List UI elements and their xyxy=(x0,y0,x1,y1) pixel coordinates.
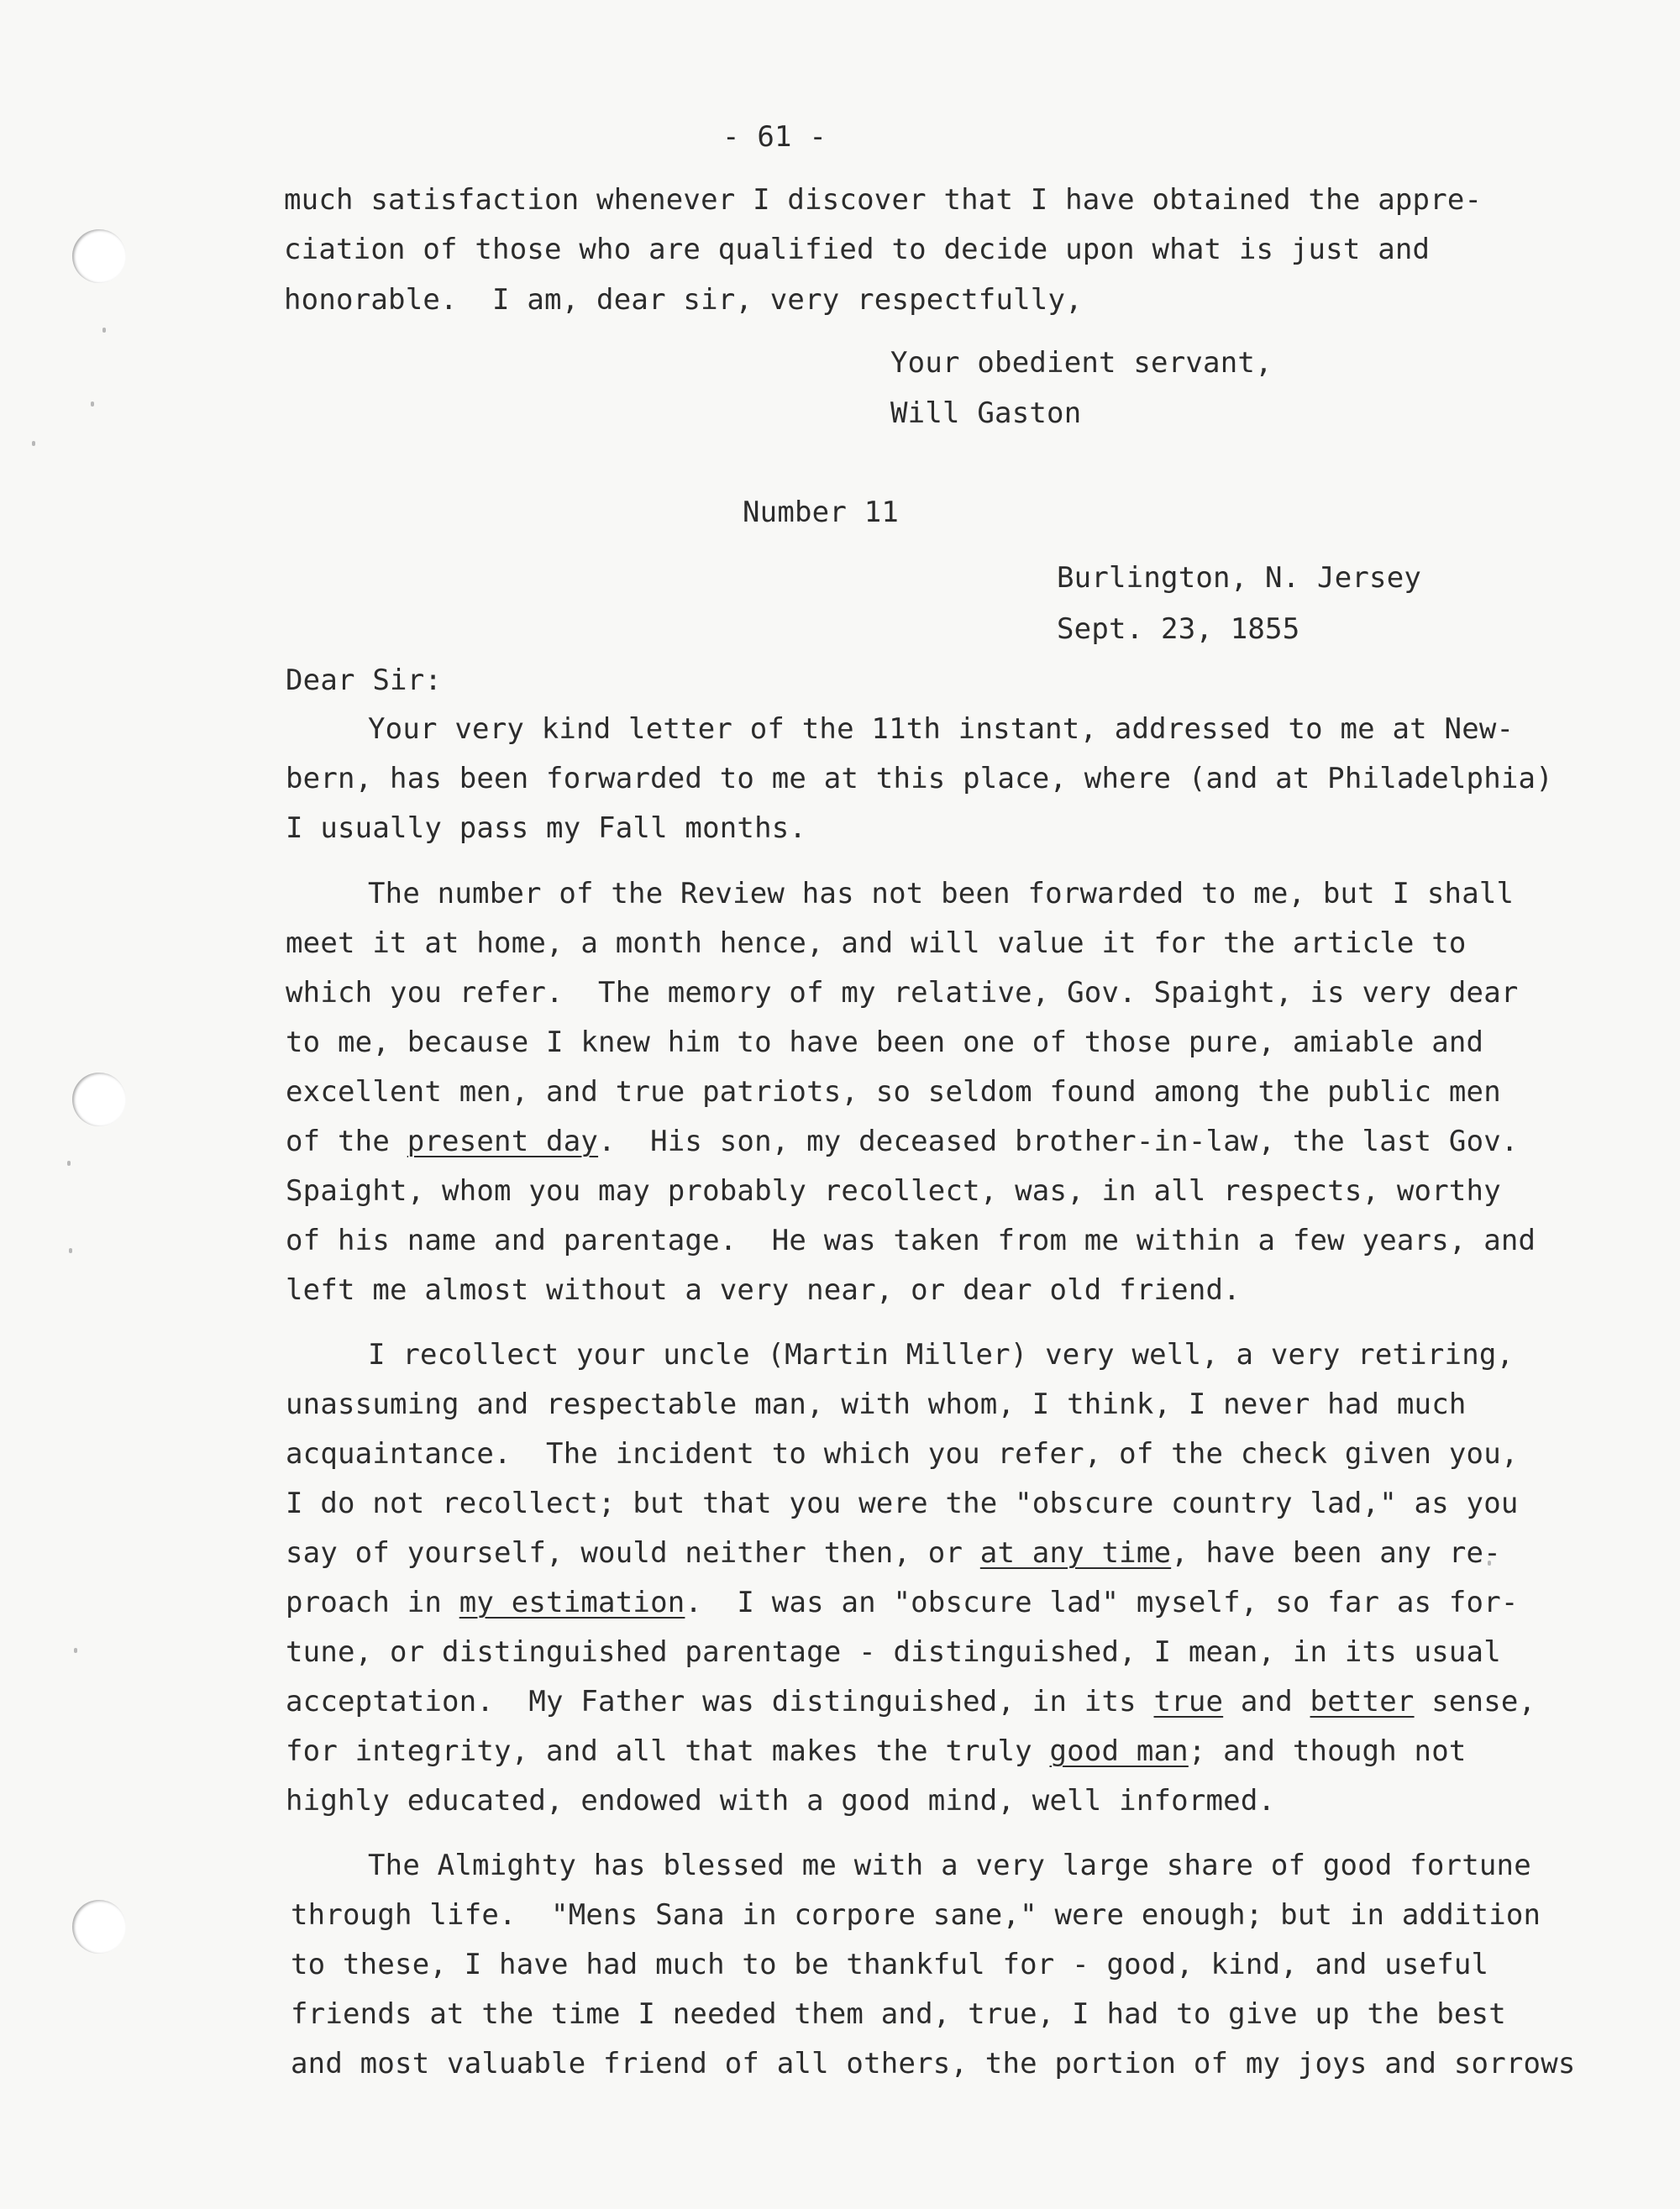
paragraph-3-line: tune, or distinguished parentage - distinguished, I mean, in its usual xyxy=(286,1635,1501,1669)
paper-speck xyxy=(67,1161,71,1166)
letter-location: Burlington, N. Jersey xyxy=(1057,561,1422,595)
paragraph-4-line: through life. "Mens Sana in corpore sane," were enough; but in addition xyxy=(291,1898,1541,1932)
text-run: acceptation. My Father was distinguished, in its xyxy=(286,1685,1154,1718)
text-run: of the xyxy=(286,1125,407,1158)
paragraph-3-line xyxy=(286,1586,1519,1619)
paragraph-1-line: Your very kind letter of the 11th instant, addressed to me at New- xyxy=(368,712,1515,746)
text-run: and xyxy=(1223,1685,1310,1718)
paragraph-4-line: friends at the time I needed them and, true, I had to give up the best xyxy=(291,1997,1506,2031)
paragraph-1-line: bern, has been forwarded to me at this place, where (and at Philadelphia) xyxy=(286,762,1553,795)
paragraph-4-line: and most valuable friend of all others, the portion of my joys and sorrows xyxy=(291,2047,1576,2080)
punch-hole-top xyxy=(72,229,126,283)
paper-speck xyxy=(102,328,106,333)
text-run: . I was an "obscure lad" myself, so far as for- xyxy=(685,1586,1519,1619)
underlined-text: true xyxy=(1153,1685,1224,1718)
punch-hole-bottom xyxy=(72,1900,126,1954)
text-run: for integrity, and all that makes the truly xyxy=(286,1734,1050,1768)
signature-name: Will Gaston xyxy=(890,396,1082,430)
paragraph-2-line: to me, because I knew him to have been one of those pure, amiable and xyxy=(286,1026,1484,1059)
closing-paragraph-line: honorable. I am, dear sir, very respectfully, xyxy=(284,283,1083,317)
paper-speck xyxy=(91,401,94,407)
text-run: sense, xyxy=(1414,1685,1536,1718)
paragraph-2-line: which you refer. The memory of my relative, Gov. Spaight, is very dear xyxy=(286,976,1519,1010)
text-run: , have been any re- xyxy=(1171,1536,1501,1570)
paragraph-3-line xyxy=(286,1685,1536,1718)
underlined-text: good man xyxy=(1049,1734,1189,1768)
page-number: - 61 - xyxy=(722,120,827,154)
paragraph-1-line: I usually pass my Fall months. xyxy=(286,811,807,845)
paragraph-2-line: excellent men, and true patriots, so seldom found among the public men xyxy=(286,1075,1501,1109)
salutation: Dear Sir: xyxy=(286,664,443,697)
text-run: ; and though not xyxy=(1188,1734,1467,1768)
paper-speck xyxy=(69,1248,72,1253)
underlined-text: better xyxy=(1310,1685,1415,1718)
paragraph-3-line xyxy=(286,1734,1467,1768)
paper-speck xyxy=(32,441,35,446)
paragraph-3-line: I do not recollect; but that you were the "obscure country lad," as you xyxy=(286,1487,1519,1520)
paragraph-2-line: Spaight, whom you may probably recollect, was, in all respects, worthy xyxy=(286,1174,1501,1208)
paragraph-2-line: meet it at home, a month hence, and will value it for the article to xyxy=(286,926,1467,960)
letter-heading: Number 11 xyxy=(743,496,900,529)
underlined-text: at any time xyxy=(979,1536,1172,1570)
underlined-text: present day xyxy=(407,1125,599,1158)
paper-speck xyxy=(74,1648,77,1653)
paragraph-4-line: to these, I have had much to be thankful for - good, kind, and useful xyxy=(291,1948,1489,1981)
paragraph-2-line: The number of the Review has not been forwarded to me, but I shall xyxy=(368,877,1515,910)
paragraph-3-line: I recollect your uncle (Martin Miller) very well, a very retiring, xyxy=(368,1338,1515,1372)
text-run: . His son, my deceased brother-in-law, the last Gov. xyxy=(598,1125,1519,1158)
paragraph-3-line xyxy=(286,1536,1501,1570)
underlined-text: my estimation xyxy=(459,1586,685,1619)
closing-paragraph-line: ciation of those who are qualified to decide upon what is just and xyxy=(284,233,1431,266)
punch-hole-middle xyxy=(72,1073,126,1126)
letter-date: Sept. 23, 1855 xyxy=(1057,612,1300,646)
text-run: proach in xyxy=(286,1586,459,1619)
paragraph-3-line: unassuming and respectable man, with whom, I think, I never had much xyxy=(286,1388,1467,1421)
paragraph-3-line: acquaintance. The incident to which you refer, of the check given you, xyxy=(286,1437,1519,1471)
closing-paragraph-line: much satisfaction whenever I discover that I have obtained the appre- xyxy=(284,183,1483,217)
paragraph-2-line: of his name and parentage. He was taken from me within a few years, and xyxy=(286,1224,1536,1257)
paragraph-3-line: highly educated, endowed with a good mind, well informed. xyxy=(286,1784,1276,1818)
paragraph-2-line xyxy=(286,1125,1519,1158)
signature-closing: Your obedient servant, xyxy=(890,346,1273,380)
text-run: say of yourself, would neither then, or xyxy=(286,1536,980,1570)
paragraph-4-line: The Almighty has blessed me with a very large share of good fortune xyxy=(368,1849,1531,1882)
paragraph-2-line: left me almost without a very near, or dear old friend. xyxy=(286,1273,1241,1307)
